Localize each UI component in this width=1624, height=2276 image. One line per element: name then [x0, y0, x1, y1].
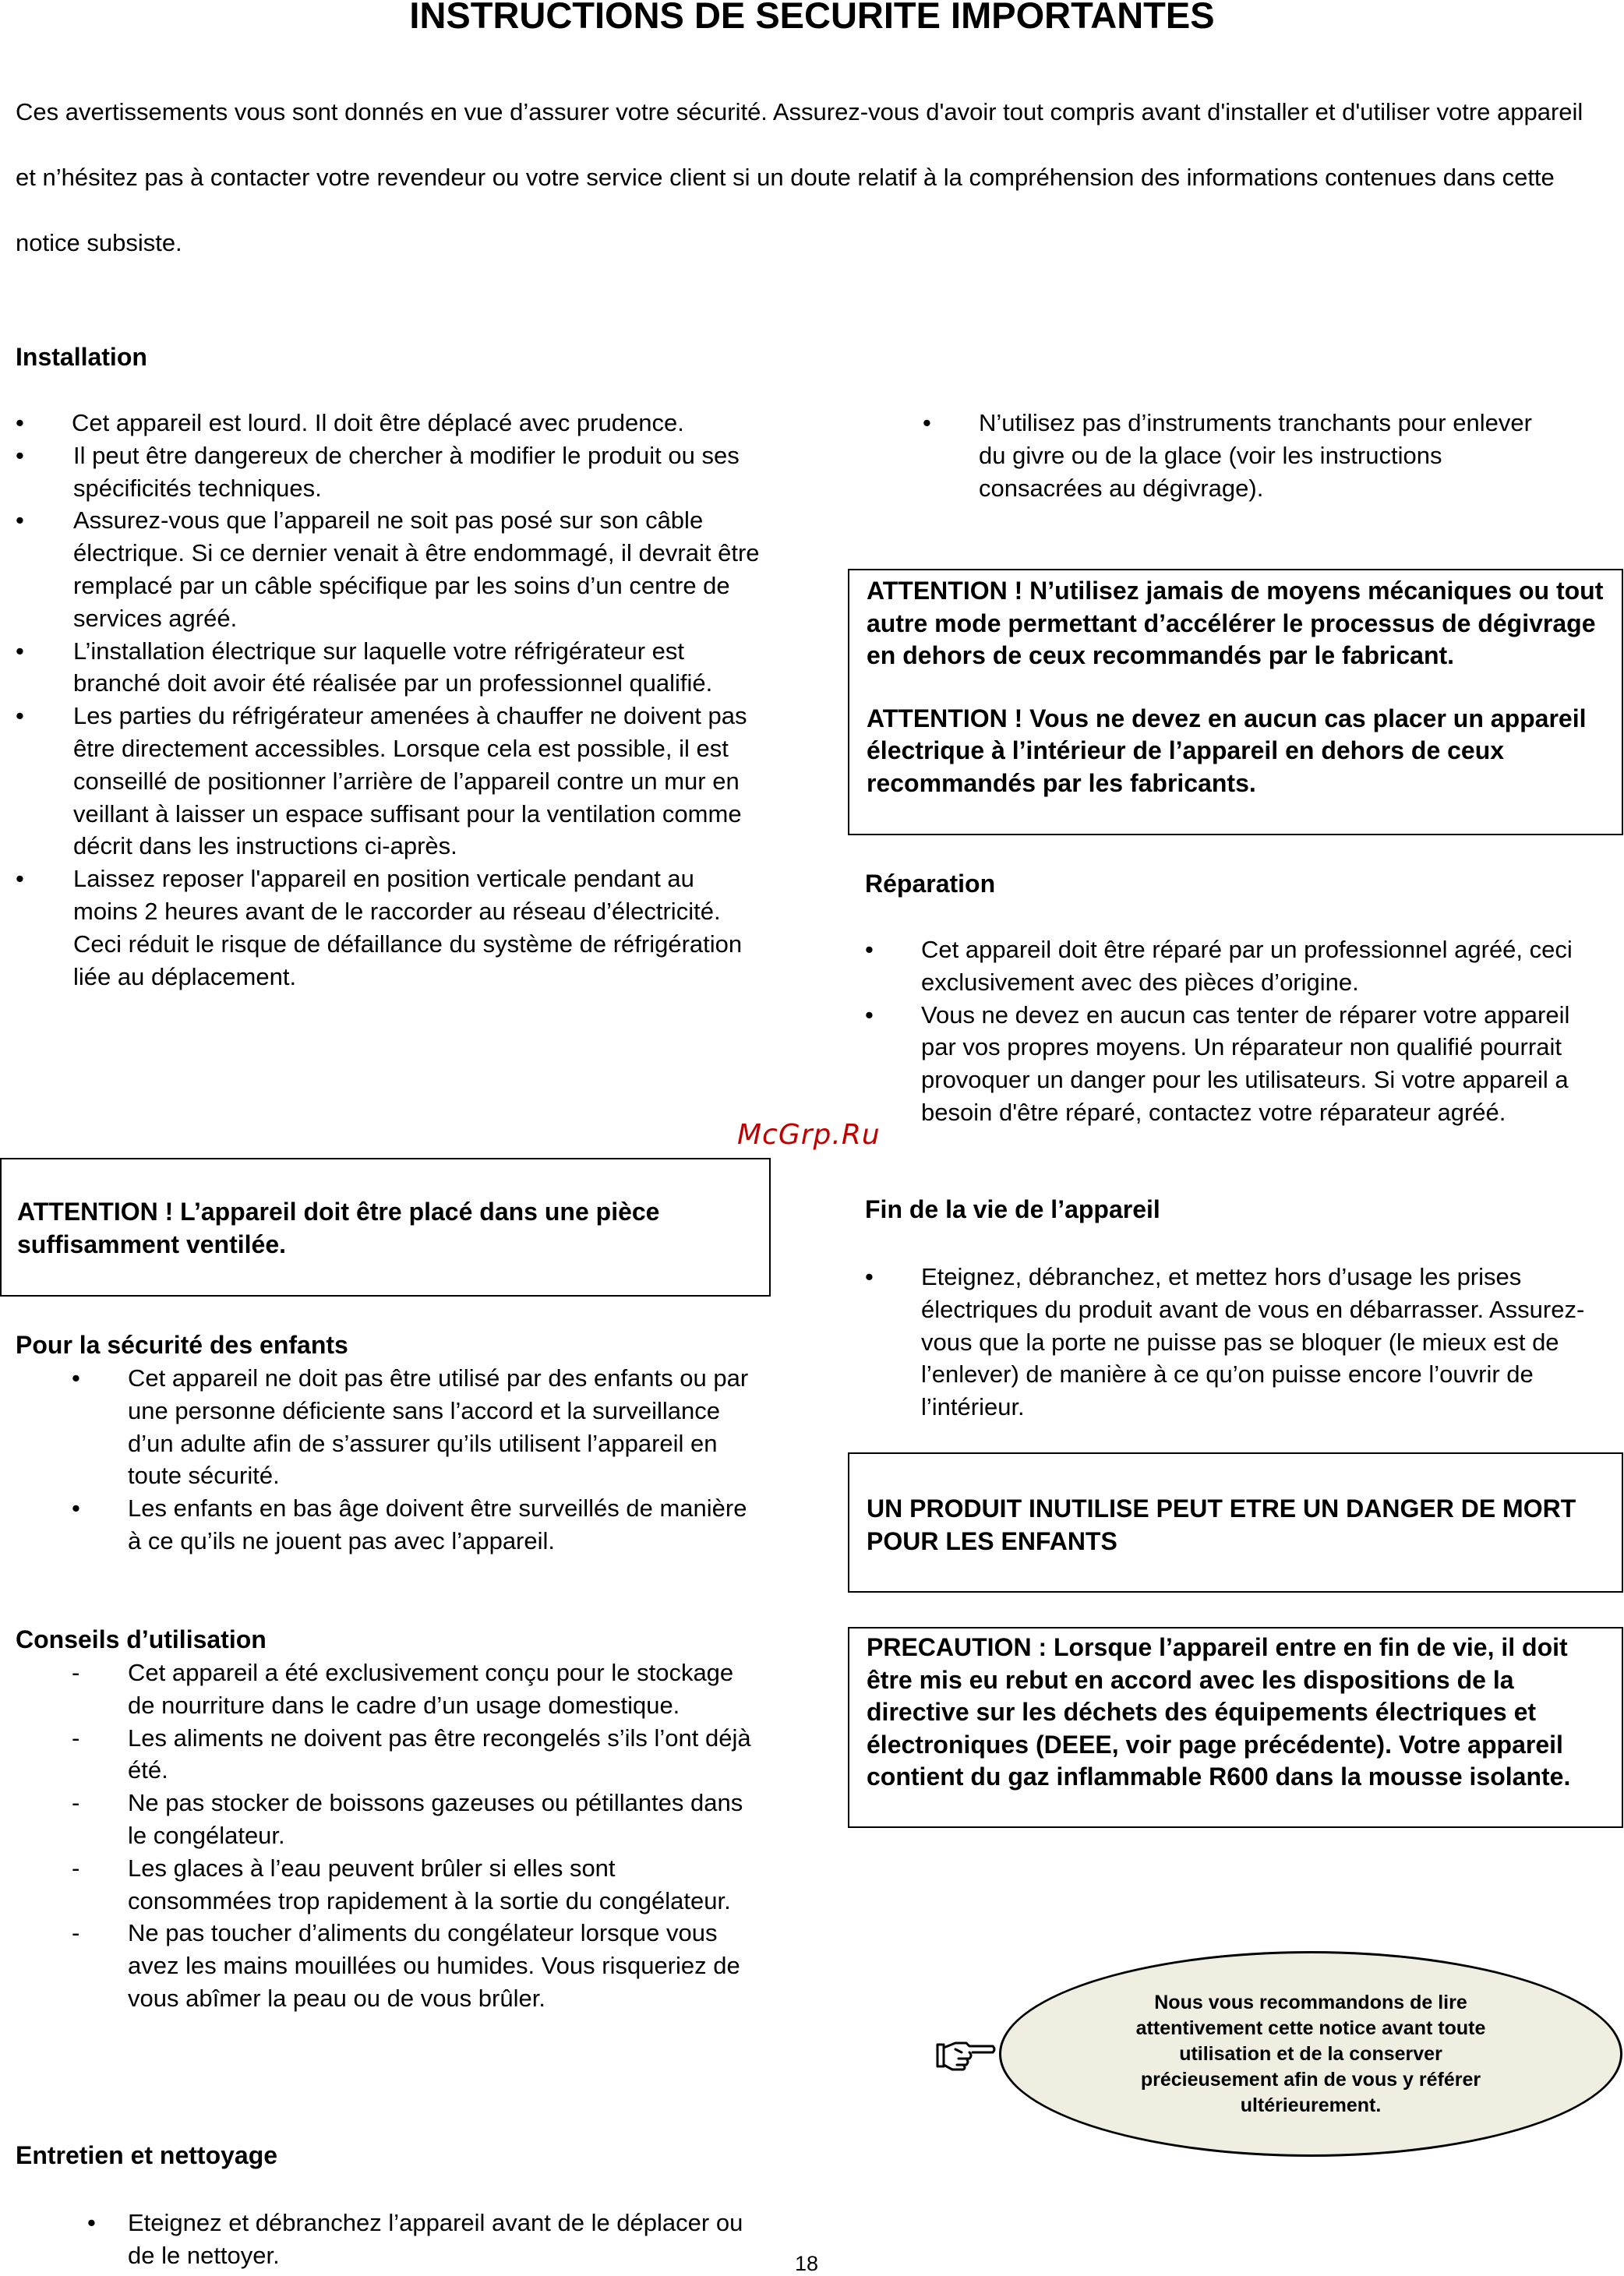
bullet-marker: •: [16, 702, 24, 730]
precaution-box: [848, 1627, 1623, 1828]
list-item: [16, 863, 764, 993]
recommendation-text: Nous vous recommandons de lire attentivement cette notice avant toute utilisation et de la conserver précieusement afin de vous y référer ultérieurement.: [1135, 1991, 1486, 2116]
bullet-marker: •: [865, 936, 874, 963]
attention-defrost-text: ATTENTION ! N’utilisez jamais de moyens mécaniques ou tout autre mode permettant d’accélérer le processus de dégivrage en dehors de ceux recommandés par le fabricant.: [867, 577, 1604, 669]
list-item-text: Cet appareil ne doit pas être utilisé par des enfants ou par une personne déficiente sans l’accord et la surveillance d’un adulte afin de s’assurer qu’ils utilisent l’appareil en toute sécurité.: [128, 1364, 749, 1490]
maintenance-heading: Entretien et nettoyage: [16, 2141, 278, 2169]
child-safety-heading: Pour la sécurité des enfants: [16, 1331, 348, 1359]
list-item-text: Les enfants en bas âge doivent être surveillés de manière à ce qu’ils ne jouent pas avec l’appareil.: [128, 1494, 747, 1554]
bullet-marker: •: [72, 1494, 80, 1523]
installation-list: [16, 407, 764, 993]
list-item-text: Les glaces à l’eau peuvent brûler si elles sont consommées trop rapidement à la sortie du congélateur.: [128, 1854, 731, 1914]
attention-electrical-text: ATTENTION ! Vous ne devez en aucun cas placer un appareil électrique à l’intérieur de l’appareil en dehors de ceux recommandés par les fabricants.: [867, 704, 1587, 797]
danger-text: UN PRODUIT INUTILISE PEUT ETRE UN DANGER DE MORT POUR LES ENFANTS: [867, 1494, 1576, 1555]
bullet-marker: •: [865, 1263, 874, 1290]
list-item: [72, 1362, 757, 1492]
list-item: [865, 933, 1598, 999]
watermark-text: McGrp.Ru: [737, 1119, 881, 1151]
list-item: [16, 407, 764, 439]
repair-list: [865, 933, 1598, 1129]
dash-marker: -: [72, 1789, 80, 1817]
maintenance-list: [87, 2207, 757, 2272]
dash-marker: -: [72, 1854, 80, 1882]
bullet-marker: •: [72, 1364, 80, 1392]
dash-marker: -: [72, 1724, 80, 1752]
ventilation-warning-text: ATTENTION ! L’appareil doit être placé dans une pièce suffisamment ventilée.: [17, 1198, 660, 1258]
list-item: [16, 439, 764, 505]
bullet-marker: •: [16, 637, 24, 665]
intro-paragraph: Ces avertissements vous sont donnés en vue d’assurer votre sécurité. Assurez-vous d'avoir tout compris avant d'installer et d'utiliser votre appareil et n’hésitez pas à contacter votre revendeur ou votre service client si un doute relatif à la compréhension des informations contenues dans cette notice subsiste.: [16, 98, 1583, 256]
list-item-text: Les aliments ne doivent pas être recongelés s’ils l’ont déjà été.: [128, 1724, 751, 1784]
ventilation-warning-box: [0, 1158, 771, 1297]
bullet-marker: •: [16, 441, 24, 469]
list-item-text: Laissez reposer l'appareil en position verticale pendant au moins 2 heures avant de le raccorder au réseau d’électricité. Ceci réduit le risque de défaillance du système de réfrigération liée au déplacement.: [73, 865, 743, 990]
list-item: [72, 1852, 757, 1918]
bullet-marker: •: [16, 506, 24, 535]
list-item: [865, 999, 1598, 1129]
precaution-text: PRECAUTION : Lorsque l’appareil entre en fin de vie, il doit être mis eu rebut en accord avec les dispositions de la directive sur les déchets des équipements électriques et électroniques (DEEE, voir page précédente). Votre appareil contient du gaz inflammable R600 dans la mousse isolante.: [867, 1633, 1571, 1791]
list-item: [16, 700, 764, 863]
page-title: INSTRUCTIONS DE SECURITE IMPORTANTES: [409, 0, 1215, 36]
list-item: [87, 2207, 757, 2272]
dash-marker: -: [72, 1919, 80, 1947]
list-item-text: Les parties du réfrigérateur amenées à chauffer ne doivent pas être directement accessibles. Lorsque cela est possible, il est conseillé de positionner l’arrière de l’appareil contre un mur en veillant à laisser un espace suffisant pour la ventilation comme décrit dans les instructions ci-après.: [73, 702, 747, 860]
list-item: [72, 1917, 757, 2014]
page-number: 18: [795, 2252, 819, 2275]
repair-heading: Réparation: [865, 870, 996, 898]
list-item-text: N’utilisez pas d’instruments tranchants pour enlever du givre ou de la glace (voir les instructions consacrées au dégivrage).: [979, 409, 1532, 502]
list-item-text: Assurez-vous que l’appareil ne soit pas posé sur son câble électrique. Si ce dernier venait à être endommagé, il devrait être remplacé par un câble spécifique par les soins d’un centre de services agréé.: [73, 506, 760, 632]
recommendation-ellipse: [999, 1951, 1622, 2157]
pointing-hand-icon: [935, 2035, 997, 2076]
list-item: [16, 504, 764, 634]
list-item-text: Ne pas stocker de boissons gazeuses ou pétillantes dans le congélateur.: [128, 1789, 743, 1849]
installation-heading: Installation: [16, 343, 147, 371]
usage-list: [72, 1657, 757, 2015]
dash-marker: -: [72, 1659, 80, 1686]
danger-box: [848, 1452, 1623, 1593]
list-item: [923, 407, 1562, 504]
list-item-text: Eteignez, débranchez, et mettez hors d’usage les prises électriques du produit avant de vous en débarrasser. Assurez-vous que la porte ne puisse pas se bloquer (le mieux est de l’enlever) de manière à ce qu’on puisse encore l’ouvrir de l’intérieur.: [921, 1263, 1585, 1421]
list-item-text: Eteignez et débranchez l’appareil avant de le déplacer ou de le nettoyer.: [128, 2209, 743, 2269]
list-item-text: Il peut être dangereux de chercher à modifier le produit ou ses spécificités techniques.: [73, 441, 740, 502]
bullet-marker: •: [16, 409, 24, 436]
list-item-text: Ne pas toucher d’aliments du congélateur lorsque vous avez les mains mouillées ou humides. Vous risqueriez de vous abîmer la peau ou de vous brûler.: [128, 1919, 740, 2012]
list-item-text: Cet appareil a été exclusivement conçu pour le stockage de nourriture dans le cadre d’un usage domestique.: [128, 1659, 734, 1719]
list-item: [72, 1722, 757, 1787]
usage-heading: Conseils d’utilisation: [16, 1625, 267, 1653]
bullet-marker: •: [87, 2209, 96, 2236]
list-item-text: Vous ne devez en aucun cas tenter de réparer votre appareil par vos propres moyens. Un réparateur non qualifié pourrait provoquer un danger pour les utilisateurs. Si votre appareil a besoin d'être réparé, contactez votre réparateur agréé.: [921, 1000, 1570, 1126]
list-item-text: Cet appareil doit être réparé par un professionnel agréé, ceci exclusivement avec des pièces d’origine.: [921, 936, 1573, 996]
bullet-marker: •: [865, 1000, 874, 1029]
end-of-life-list: [865, 1261, 1605, 1424]
list-item-text: Cet appareil est lourd. Il doit être déplacé avec prudence.: [72, 409, 684, 436]
list-item: [72, 1492, 757, 1558]
bullet-marker: •: [16, 865, 24, 893]
end-of-life-heading: Fin de la vie de l’appareil: [865, 1195, 1160, 1223]
list-item: [865, 1261, 1605, 1424]
list-item: [72, 1657, 757, 1722]
child-safety-list: [72, 1362, 757, 1558]
list-item: [16, 635, 764, 700]
list-item: [72, 1787, 757, 1852]
list-item-text: L’installation électrique sur laquelle votre réfrigérateur est branché doit avoir été réalisée par un professionnel qualifié.: [73, 637, 713, 697]
attention-box: [848, 569, 1623, 835]
installation-list-continued: [923, 407, 1562, 504]
bullet-marker: •: [923, 409, 931, 436]
